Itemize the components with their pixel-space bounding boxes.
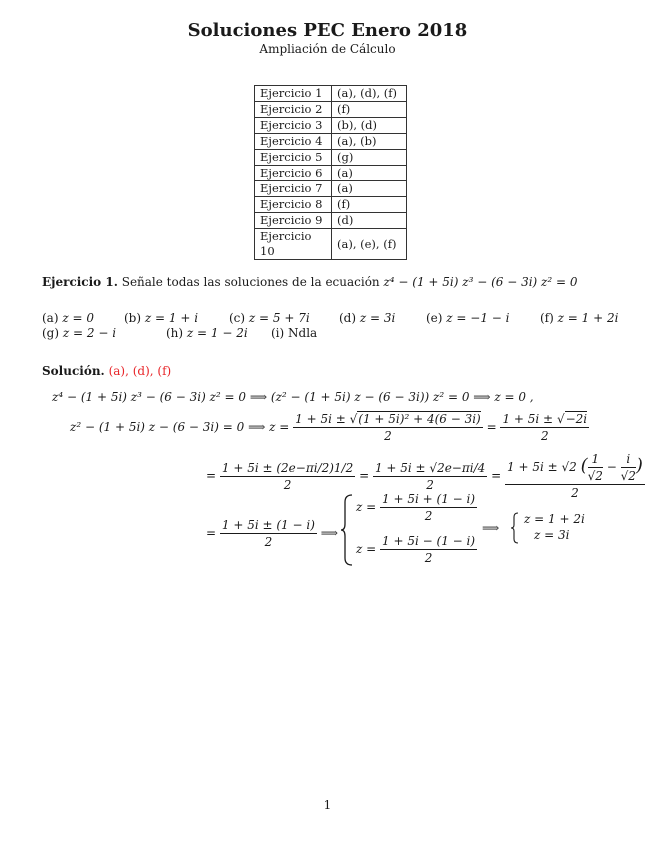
answer-cell: (f) [332,197,407,213]
line3-fraction-2: $\frac{1 + 5i \pm √2e-\pi i/4}{2}$ [374,460,486,492]
option-item [42,326,116,340]
answer-table-row [255,197,407,213]
solution-heading [42,364,171,378]
line3-fraction-3: 1 + 5i ± √2 ( $\frac{1}{√2}$ − $\frac{i}{√2}$ ) 2 [507,452,643,500]
option-item [426,311,510,325]
option-key: (b) [124,311,142,325]
answer-table-row [255,149,407,165]
answer-table [254,85,407,260]
cases-left-brace [340,494,354,566]
exercise-cell: Ejercicio 7 [255,181,332,197]
result-2: z = 3i [534,528,570,542]
option-key: (c) [229,311,246,325]
line1-arrow2: ⟹ [473,390,491,404]
exercise-1-equation: z⁴ − (1 + 5i) z³ − (6 − 3i) z² = 0 [383,275,578,289]
derivation-line-1 [52,390,534,404]
derivation-line-2 [70,412,589,443]
answer-cell: (b), (d) [332,117,407,133]
line2-fraction-2: $\frac{1 + 5i \pm √-2i}{2}$ [502,412,588,443]
line4-eq: = [206,526,217,540]
option-value: z = 1 + i [144,311,199,325]
derivation-line-4 [206,518,338,549]
answer-table-row [255,165,407,181]
answer-table-row [255,213,407,229]
answer-table-row [255,181,407,197]
answer-cell: (a), (d), (f) [332,86,407,102]
answer-cell: (a), (e), (f) [332,229,407,260]
case-2: z = $\frac{1 + 5i - (1 - i)}{2}$ [356,534,476,565]
exercise-cell: Ejercicio 5 [255,149,332,165]
case-1: z = $\frac{1 + 5i + (1 - i)}{2}$ [356,492,476,523]
option-item [339,311,395,325]
option-item [166,326,248,340]
line1-rhs: z = 0 , [494,390,534,404]
line2-fraction-1: $\frac{\text{1 + 5i ± √(1 + 5i)² + 4(6 − 3i)}}{2}$ [295,412,481,443]
solution-answer: (a), (d), (f) [108,364,172,378]
line1-middle: (z² − (1 + 5i) z − (6 − 3i)) z² = 0 [270,390,470,404]
answer-cell: (d) [332,213,407,229]
option-value: z = 1 − 2i [186,326,248,340]
answer-cell: (a) [332,165,407,181]
exercise-1-statement [42,275,578,289]
result-left-brace [510,512,520,544]
answer-cell: (a) [332,181,407,197]
line2-arrow: ⟹ [248,420,266,434]
exercise-cell: Ejercicio 1 [255,86,332,102]
answer-table-row [255,133,407,149]
option-value: z = 0 [62,311,94,325]
option-item [229,311,310,325]
line2-z-eq: z = [269,420,290,434]
option-key: (f) [540,311,554,325]
exercise-cell: Ejercicio 8 [255,197,332,213]
answer-table-row [255,101,407,117]
exercise-cell: Ejercicio 3 [255,117,332,133]
result-1: z = 1 + 2i [524,512,585,526]
option-key: (a) [42,311,59,325]
option-key: (i) [271,326,285,340]
page-subtitle: Ampliación de Cálculo [259,42,396,56]
option-item [124,311,198,325]
exercise-cell: Ejercicio 9 [255,213,332,229]
option-value: z = 2 − i [62,326,117,340]
option-value: z = 3i [359,311,396,325]
page-number: 1 [323,798,332,812]
line3-eq3: = [491,468,502,483]
page-title: Soluciones PEC Enero 2018 [187,20,468,41]
answer-table-row [255,117,407,133]
answer-table-row [255,229,407,260]
option-key: (d) [339,311,357,325]
line1-arrow1: ⟹ [249,390,268,404]
exercise-1-label: Ejercicio 1. [42,275,118,289]
line3-eq2: = [359,468,370,483]
line4-fraction: $\frac{1 + 5i \pm (1 - i)}{2}$ [221,518,315,549]
option-value: Ndla [288,326,318,340]
solution-label: Solución. [42,364,105,378]
option-item [42,311,94,325]
exercise-cell: Ejercicio 4 [255,133,332,149]
line1-lhs: z⁴ − (1 + 5i) z³ − (6 − 3i) z² = 0 [52,390,247,404]
option-value: z = −1 − i [446,311,510,325]
exercise-1-text: Señale todas las soluciones de la ecuación [121,275,380,289]
exercise-cell: Ejercicio 10 [255,229,332,260]
option-key: (g) [42,326,60,340]
answer-cell: (f) [332,101,407,117]
option-value: z = 1 + 2i [557,311,619,325]
answer-cell: (g) [332,149,407,165]
line2-lhs: z² − (1 + 5i) z − (6 − 3i) = 0 [70,420,245,434]
answer-cell: (a), (b) [332,133,407,149]
line3-eq1: = [206,468,217,483]
answer-table-row [255,86,407,102]
line3-fraction-1: $\frac{1 + 5i \pm (2e-\pi i/2)1/2}{2}$ [221,460,354,492]
option-key: (e) [426,311,443,325]
line4-arrow2: ⟹ [482,521,500,535]
line4-arrow1: ⟹ [320,526,338,540]
option-key: (h) [166,326,184,340]
exercise-cell: Ejercicio 2 [255,101,332,117]
option-item [271,326,317,340]
line2-eq: = [486,420,497,434]
option-value: z = 5 + 7i [248,311,310,325]
exercise-cell: Ejercicio 6 [255,165,332,181]
option-item [540,311,618,325]
